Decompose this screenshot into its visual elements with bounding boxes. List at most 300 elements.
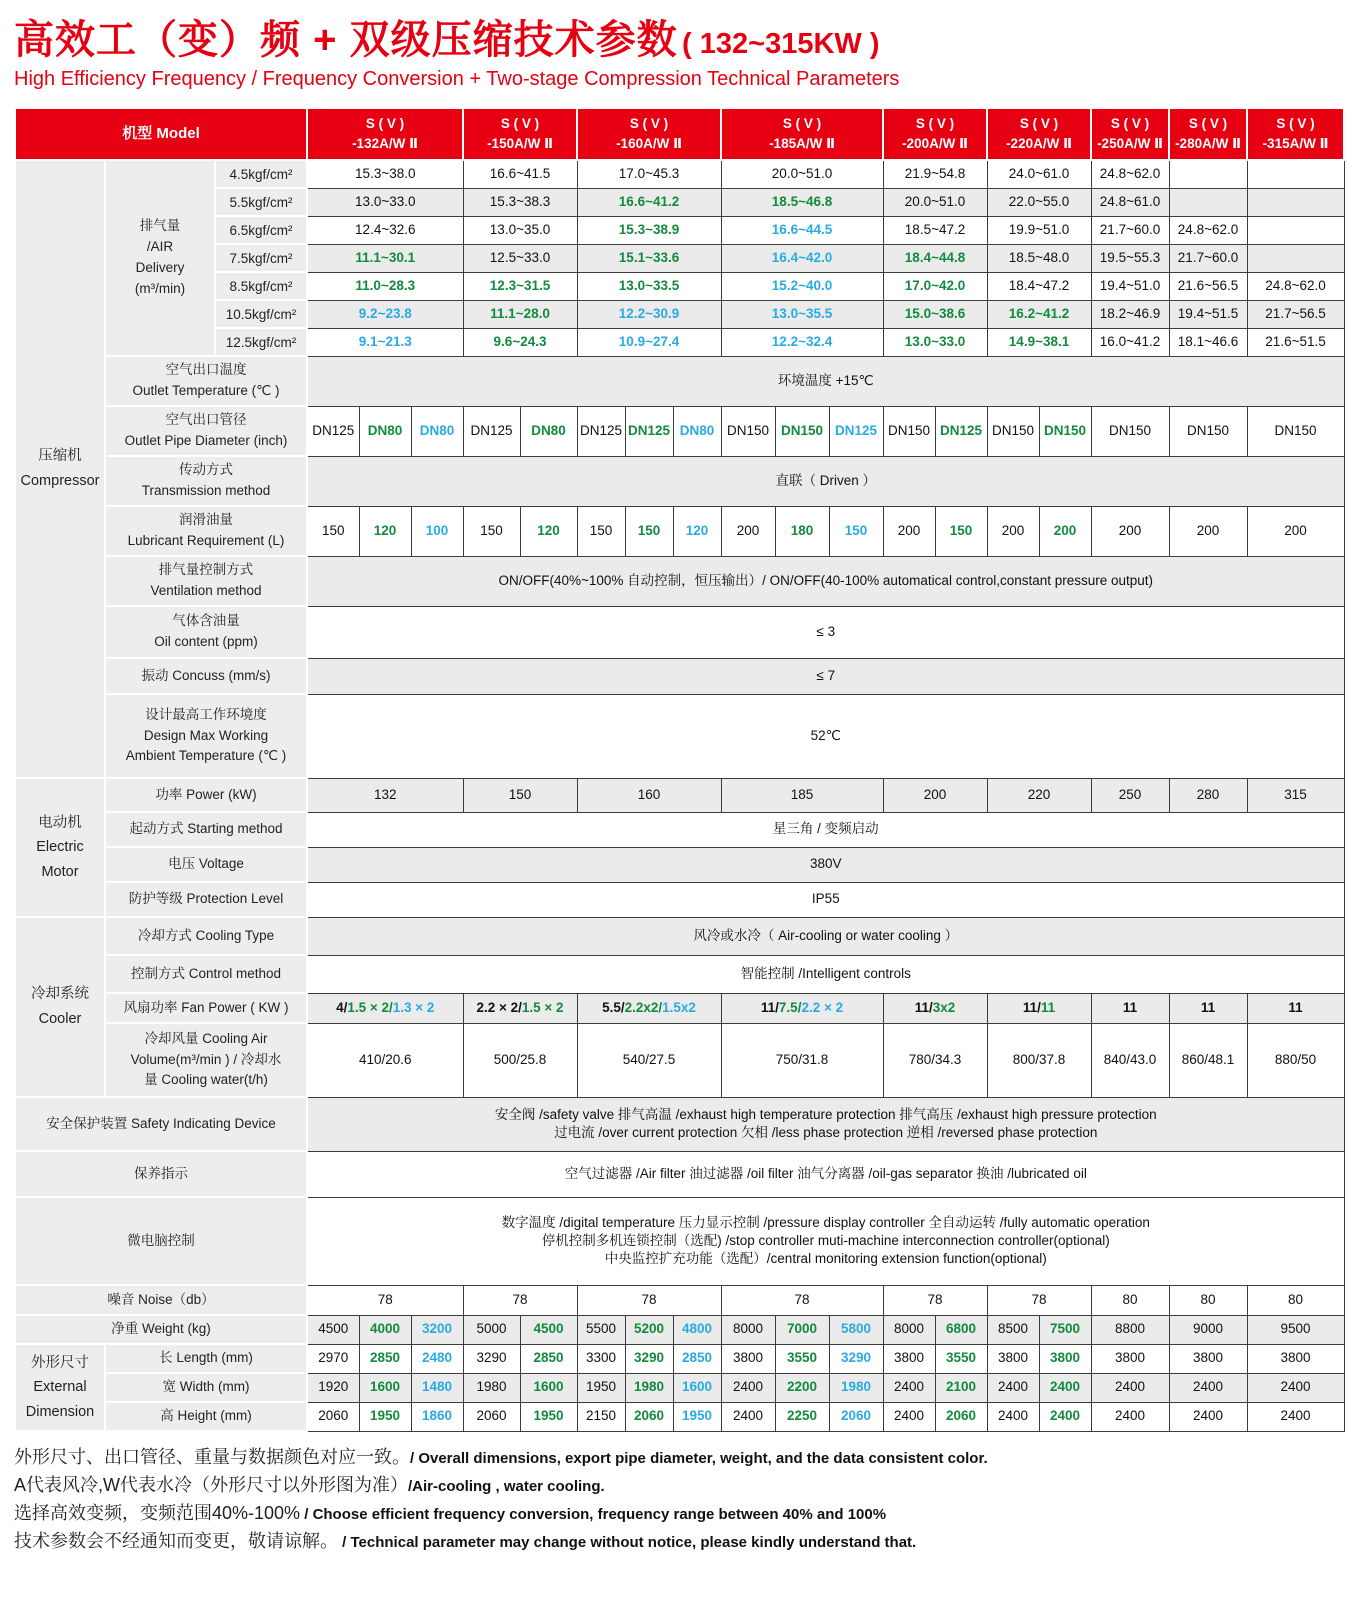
model-header-row [15, 108, 1344, 160]
value-cell: 安全阀 /safety valve 排气高温 /exhaust high temperature protection 排气高压 /exhaust high pressure protection 过电流 /over current protection 欠相 /less phase protection 逆相 /reversed phase protection [307, 1097, 1344, 1151]
value-cell: 8500 [987, 1315, 1039, 1344]
value-cell: 风冷或水冷（ Air-cooling or water cooling ） [307, 917, 1344, 955]
value-cell: 1600 [673, 1373, 721, 1402]
row-label: 振动 Concuss (mm/s) [105, 658, 307, 694]
value-cell: 12.2~30.9 [577, 300, 721, 328]
row-label: 电压 Voltage [105, 847, 307, 882]
value-cell: 200 [1169, 506, 1247, 556]
value-cell: 12.2~32.4 [721, 328, 883, 356]
row-label: 空气出口管径 Outlet Pipe Diameter (inch) [105, 406, 307, 456]
value-cell: 3290 [625, 1344, 673, 1373]
pressure-label: 12.5kgf/cm² [215, 328, 307, 356]
value-cell: 80 [1091, 1285, 1169, 1315]
value-cell: 78 [577, 1285, 721, 1315]
value-cell: ≤ 3 [307, 606, 1344, 658]
value-cell: DN125 [829, 406, 883, 456]
row-label: 风扇功率 Fan Power ( KW ) [105, 993, 307, 1023]
value-cell: 20.0~51.0 [721, 160, 883, 188]
value-cell: 13.0~35.5 [721, 300, 883, 328]
model-header: S ( V ) -150A/W Ⅱ [463, 108, 577, 160]
value-cell: 120 [673, 506, 721, 556]
value-cell [1247, 188, 1344, 216]
value-cell: 星三角 / 变频启动 [307, 812, 1344, 847]
value-cell: ≤ 7 [307, 658, 1344, 694]
value-cell [1247, 216, 1344, 244]
row-label: 微电脑控制 [15, 1197, 307, 1285]
value-cell: 11 [1169, 993, 1247, 1023]
value-cell: 2200 [775, 1373, 829, 1402]
section-cooler: 冷却系统 Cooler [15, 917, 105, 1097]
value-cell: 24.8~62.0 [1169, 216, 1247, 244]
value-cell: 4500 [307, 1315, 359, 1344]
value-cell: 2060 [463, 1402, 520, 1431]
value-cell: 13.0~33.0 [883, 328, 987, 356]
section-external-dimension: 外形尺寸 External Dimension [15, 1344, 105, 1431]
value-cell: 200 [883, 506, 935, 556]
air-delivery-row [15, 244, 1344, 272]
lubricant-row [15, 506, 1344, 556]
row-label: 排气量控制方式 Ventilation method [105, 556, 307, 606]
value-cell: 80 [1169, 1285, 1247, 1315]
value-cell: 18.5~48.0 [987, 244, 1091, 272]
value-cell: 2400 [1247, 1373, 1344, 1402]
value-cell: 3200 [411, 1315, 463, 1344]
value-cell: 4/1.5 × 2/1.3 × 2 [307, 993, 463, 1023]
value-cell: ON/OFF(40%~100% 自动控制，恒压输出）/ ON/OFF(40-100% automatical control,constant pressure output) [307, 556, 1344, 606]
fan-power-row [15, 993, 1344, 1023]
technical-parameters-table [14, 107, 1345, 1432]
section-electric-motor: 电动机 Electric Motor [15, 778, 105, 917]
value-cell: 11/11 [987, 993, 1091, 1023]
value-cell: 1920 [307, 1373, 359, 1402]
value-cell: 4000 [359, 1315, 411, 1344]
value-cell: 150 [625, 506, 673, 556]
value-cell: 200 [1039, 506, 1091, 556]
value-cell: DN150 [775, 406, 829, 456]
value-cell [1247, 244, 1344, 272]
value-cell: 150 [577, 506, 625, 556]
value-cell: 2400 [1039, 1402, 1091, 1431]
value-cell: 1950 [673, 1402, 721, 1431]
value-cell: 18.5~47.2 [883, 216, 987, 244]
pressure-label: 7.5kgf/cm² [215, 244, 307, 272]
length-row [15, 1344, 1344, 1373]
row-label: 噪音 Noise（db） [15, 1285, 307, 1315]
row-label: 冷却方式 Cooling Type [105, 917, 307, 955]
value-cell: DN125 [625, 406, 673, 456]
value-cell: 1980 [625, 1373, 673, 1402]
value-cell: DN150 [883, 406, 935, 456]
value-cell: 1860 [411, 1402, 463, 1431]
value-cell: 21.9~54.8 [883, 160, 987, 188]
value-cell: 150 [307, 506, 359, 556]
value-cell [1247, 160, 1344, 188]
value-cell: 2060 [307, 1402, 359, 1431]
value-cell: 2400 [883, 1373, 935, 1402]
value-cell: 11/7.5/2.2 × 2 [721, 993, 883, 1023]
design-max-temp-row [15, 694, 1344, 778]
value-cell: 150 [463, 778, 577, 812]
value-cell: DN150 [987, 406, 1039, 456]
row-label: 传动方式 Transmission method [105, 456, 307, 506]
air-delivery-label: 排气量 /AIR Delivery (m³/min) [105, 160, 215, 356]
value-cell: 6800 [935, 1315, 987, 1344]
value-cell: 24.8~62.0 [1091, 160, 1169, 188]
row-label: 宽 Width (mm) [105, 1373, 307, 1402]
value-cell: 3290 [829, 1344, 883, 1373]
value-cell: 2060 [829, 1402, 883, 1431]
value-cell: 78 [883, 1285, 987, 1315]
value-cell: 2400 [721, 1402, 775, 1431]
width-row [15, 1373, 1344, 1402]
row-label: 控制方式 Control method [105, 955, 307, 993]
value-cell: 160 [577, 778, 721, 812]
pressure-label: 10.5kgf/cm² [215, 300, 307, 328]
value-cell: 7000 [775, 1315, 829, 1344]
ventilation-row [15, 556, 1344, 606]
value-cell: 78 [987, 1285, 1091, 1315]
cooling-type-row [15, 917, 1344, 955]
title-kw-range: ( 132~315KW ) [682, 28, 880, 60]
value-cell: 840/43.0 [1091, 1023, 1169, 1097]
model-header: S ( V ) -132A/W Ⅱ [307, 108, 463, 160]
value-cell: 185 [721, 778, 883, 812]
value-cell: 220 [987, 778, 1091, 812]
value-cell: 16.6~41.5 [463, 160, 577, 188]
value-cell: DN150 [1247, 406, 1344, 456]
value-cell: 11/3x2 [883, 993, 987, 1023]
value-cell: 11 [1091, 993, 1169, 1023]
value-cell: 2400 [1091, 1402, 1169, 1431]
value-cell: 5800 [829, 1315, 883, 1344]
row-label: 起动方式 Starting method [105, 812, 307, 847]
value-cell: 78 [721, 1285, 883, 1315]
value-cell: 18.4~47.2 [987, 272, 1091, 300]
value-cell: 5500 [577, 1315, 625, 1344]
row-label: 气体含油量 Oil content (ppm) [105, 606, 307, 658]
value-cell: 2850 [359, 1344, 411, 1373]
value-cell [1169, 160, 1247, 188]
value-cell: DN125 [577, 406, 625, 456]
value-cell: 3550 [775, 1344, 829, 1373]
value-cell: 380V [307, 847, 1344, 882]
value-cell: 16.0~41.2 [1091, 328, 1169, 356]
value-cell: 8800 [1091, 1315, 1169, 1344]
value-cell: 540/27.5 [577, 1023, 721, 1097]
value-cell: 120 [520, 506, 577, 556]
value-cell: 2400 [1169, 1373, 1247, 1402]
value-cell: 2060 [625, 1402, 673, 1431]
value-cell [1169, 188, 1247, 216]
value-cell: 10.9~27.4 [577, 328, 721, 356]
value-cell: 2060 [935, 1402, 987, 1431]
value-cell: 21.7~60.0 [1169, 244, 1247, 272]
air-delivery-row [15, 160, 1344, 188]
value-cell: 200 [721, 506, 775, 556]
value-cell: DN80 [673, 406, 721, 456]
value-cell: 21.7~60.0 [1091, 216, 1169, 244]
row-label: 防护等级 Protection Level [105, 882, 307, 917]
value-cell: 15.3~38.3 [463, 188, 577, 216]
value-cell: 3300 [577, 1344, 625, 1373]
value-cell: 11.1~28.0 [463, 300, 577, 328]
model-header: S ( V ) -280A/W Ⅱ [1169, 108, 1247, 160]
value-cell: 3800 [1247, 1344, 1344, 1373]
value-cell: 4500 [520, 1315, 577, 1344]
value-cell: 15.1~33.6 [577, 244, 721, 272]
value-cell: 880/50 [1247, 1023, 1344, 1097]
value-cell: 2480 [411, 1344, 463, 1373]
value-cell: 2400 [1169, 1402, 1247, 1431]
value-cell: 16.4~42.0 [721, 244, 883, 272]
value-cell: DN150 [1039, 406, 1091, 456]
value-cell: 19.9~51.0 [987, 216, 1091, 244]
model-header-label: 机型 Model [15, 108, 307, 160]
value-cell: 24.0~61.0 [987, 160, 1091, 188]
value-cell: 150 [935, 506, 987, 556]
value-cell: 21.6~51.5 [1247, 328, 1344, 356]
row-label: 净重 Weight (kg) [15, 1315, 307, 1344]
protection-level-row [15, 882, 1344, 917]
value-cell: 8000 [721, 1315, 775, 1344]
value-cell: 5.5/2.2x2/1.5x2 [577, 993, 721, 1023]
model-header: S ( V ) -315A/W Ⅱ [1247, 108, 1344, 160]
value-cell: 132 [307, 778, 463, 812]
air-delivery-row [15, 216, 1344, 244]
value-cell: 1950 [577, 1373, 625, 1402]
model-header: S ( V ) -220A/W Ⅱ [987, 108, 1091, 160]
value-cell: 1980 [463, 1373, 520, 1402]
value-cell: 19.5~55.3 [1091, 244, 1169, 272]
value-cell: 280 [1169, 778, 1247, 812]
value-cell: 2970 [307, 1344, 359, 1373]
value-cell: 780/34.3 [883, 1023, 987, 1097]
footnote-line: 技术参数会不经通知而变更，敬请谅解。 / Technical parameter may change without notice, please kindly understand that. [14, 1530, 917, 1551]
cooling-air-volume-row [15, 1023, 1344, 1097]
value-cell: 1950 [359, 1402, 411, 1431]
value-cell: 1600 [520, 1373, 577, 1402]
value-cell: 3800 [721, 1344, 775, 1373]
value-cell: 3800 [1039, 1344, 1091, 1373]
value-cell: 22.0~55.0 [987, 188, 1091, 216]
outlet-pipe-diameter-row [15, 406, 1344, 456]
value-cell: 18.1~46.6 [1169, 328, 1247, 356]
value-cell: DN80 [411, 406, 463, 456]
row-label: 功率 Power (kW) [105, 778, 307, 812]
value-cell: 19.4~51.5 [1169, 300, 1247, 328]
page-subtitle: High Efficiency Frequency / Frequency Conversion + Two-stage Compression Technical Parameters [14, 68, 900, 90]
value-cell: 1980 [829, 1373, 883, 1402]
pressure-label: 5.5kgf/cm² [215, 188, 307, 216]
value-cell: 18.4~44.8 [883, 244, 987, 272]
footnote-line: 选择高效变频，变频范围40%-100% / Choose efficient frequency conversion, frequency range between 40% and 100% [14, 1502, 887, 1523]
value-cell: 1480 [411, 1373, 463, 1402]
value-cell: 9000 [1169, 1315, 1247, 1344]
value-cell: 150 [829, 506, 883, 556]
transmission-row [15, 456, 1344, 506]
value-cell: 21.6~56.5 [1169, 272, 1247, 300]
value-cell: 2100 [935, 1373, 987, 1402]
model-header: S ( V ) -160A/W Ⅱ [577, 108, 721, 160]
value-cell: 17.0~45.3 [577, 160, 721, 188]
value-cell: 200 [1091, 506, 1169, 556]
footnotes [14, 1444, 1345, 1556]
value-cell: 11 [1247, 993, 1344, 1023]
value-cell: 2400 [1039, 1373, 1091, 1402]
value-cell: 18.5~46.8 [721, 188, 883, 216]
value-cell: 3550 [935, 1344, 987, 1373]
power-row [15, 778, 1344, 812]
value-cell: 1950 [520, 1402, 577, 1431]
value-cell: 智能控制 /Intelligent controls [307, 955, 1344, 993]
value-cell: 2400 [721, 1373, 775, 1402]
value-cell: 750/31.8 [721, 1023, 883, 1097]
value-cell: 直联（ Driven ） [307, 456, 1344, 506]
value-cell: 20.0~51.0 [883, 188, 987, 216]
value-cell: 24.8~61.0 [1091, 188, 1169, 216]
row-label: 润滑油量 Lubricant Requirement (L) [105, 506, 307, 556]
weight-row [15, 1315, 1344, 1344]
value-cell: 800/37.8 [987, 1023, 1091, 1097]
value-cell: 9.6~24.3 [463, 328, 577, 356]
maintenance-row [15, 1151, 1344, 1197]
value-cell: 500/25.8 [463, 1023, 577, 1097]
section-compressor: 压缩机 Compressor [15, 160, 105, 778]
safety-device-row [15, 1097, 1344, 1151]
value-cell: 5200 [625, 1315, 673, 1344]
value-cell: 3800 [883, 1344, 935, 1373]
value-cell: 250 [1091, 778, 1169, 812]
value-cell: DN125 [463, 406, 520, 456]
row-label: 设计最高工作环境度 Design Max Working Ambient Temperature (℃ ) [105, 694, 307, 778]
value-cell: 15.3~38.9 [577, 216, 721, 244]
air-delivery-row [15, 188, 1344, 216]
value-cell: 15.0~38.6 [883, 300, 987, 328]
outlet-temperature-row [15, 356, 1344, 406]
air-delivery-row [15, 328, 1344, 356]
value-cell: 315 [1247, 778, 1344, 812]
height-row [15, 1402, 1344, 1431]
value-cell: 12.3~31.5 [463, 272, 577, 300]
noise-row [15, 1285, 1344, 1315]
page-title [14, 8, 1345, 65]
value-cell: 2150 [577, 1402, 625, 1431]
value-cell: 17.0~42.0 [883, 272, 987, 300]
value-cell: 7500 [1039, 1315, 1091, 1344]
oil-content-row [15, 606, 1344, 658]
microcomputer-control-row [15, 1197, 1344, 1285]
value-cell: 2.2 × 2/1.5 × 2 [463, 993, 577, 1023]
value-cell: 2400 [883, 1402, 935, 1431]
value-cell: 200 [987, 506, 1039, 556]
value-cell: 2850 [520, 1344, 577, 1373]
value-cell: 24.8~62.0 [1247, 272, 1344, 300]
value-cell: 16.6~41.2 [577, 188, 721, 216]
voltage-row [15, 847, 1344, 882]
value-cell: 13.0~33.5 [577, 272, 721, 300]
value-cell: 空气过滤器 /Air filter 油过滤器 /oil filter 油气分离器 /oil-gas separator 换油 /lubricated oil [307, 1151, 1344, 1197]
value-cell: 18.2~46.9 [1091, 300, 1169, 328]
row-label: 保养指示 [15, 1151, 307, 1197]
value-cell: DN150 [1091, 406, 1169, 456]
row-label: 高 Height (mm) [105, 1402, 307, 1431]
value-cell: 12.4~32.6 [307, 216, 463, 244]
value-cell: 80 [1247, 1285, 1344, 1315]
starting-method-row [15, 812, 1344, 847]
value-cell: 8000 [883, 1315, 935, 1344]
air-delivery-row [15, 272, 1344, 300]
pressure-label: 8.5kgf/cm² [215, 272, 307, 300]
value-cell: 2250 [775, 1402, 829, 1431]
value-cell: 11.1~30.1 [307, 244, 463, 272]
value-cell: 13.0~35.0 [463, 216, 577, 244]
value-cell: DN150 [721, 406, 775, 456]
row-label: 长 Length (mm) [105, 1344, 307, 1373]
value-cell: 9.2~23.8 [307, 300, 463, 328]
value-cell: 环境温度 +15℃ [307, 356, 1344, 406]
control-method-row [15, 955, 1344, 993]
value-cell: 13.0~33.0 [307, 188, 463, 216]
value-cell: 5000 [463, 1315, 520, 1344]
value-cell: 78 [463, 1285, 577, 1315]
row-label: 冷却风量 Cooling Air Volume(m³/min ) / 冷却水 量 Cooling water(t/h) [105, 1023, 307, 1097]
pressure-label: 6.5kgf/cm² [215, 216, 307, 244]
value-cell: DN150 [1169, 406, 1247, 456]
value-cell: 3800 [1091, 1344, 1169, 1373]
value-cell: 150 [463, 506, 520, 556]
value-cell: 200 [1247, 506, 1344, 556]
footnote-line: A代表风冷,W代表水冷（外形尺寸以外形图为准）/Air-cooling , water cooling. [14, 1474, 605, 1495]
model-header: S ( V ) -200A/W Ⅱ [883, 108, 987, 160]
value-cell: 180 [775, 506, 829, 556]
value-cell: 15.3~38.0 [307, 160, 463, 188]
value-cell: 2400 [987, 1402, 1039, 1431]
model-header: S ( V ) -250A/W Ⅱ [1091, 108, 1169, 160]
value-cell: 100 [411, 506, 463, 556]
row-label: 安全保护装置 Safety Indicating Device [15, 1097, 307, 1151]
value-cell: DN125 [307, 406, 359, 456]
value-cell: 2400 [1091, 1373, 1169, 1402]
value-cell: 2400 [1247, 1402, 1344, 1431]
air-delivery-row [15, 300, 1344, 328]
value-cell: 11.0~28.3 [307, 272, 463, 300]
value-cell: 21.7~56.5 [1247, 300, 1344, 328]
value-cell: 2400 [987, 1373, 1039, 1402]
value-cell: 数字温度 /digital temperature 压力显示控制 /pressure display controller 全自动运转 /fully automatic operation 停机控制多机连锁控制（选配) /stop controller muti-machine interconnection controller(optional) 中央监控扩充功能（选配）/central monitoring extension function(optional) [307, 1197, 1344, 1285]
value-cell: 14.9~38.1 [987, 328, 1091, 356]
title-cn: 高效工（变）频 + 双级压缩技术参数 [14, 18, 678, 62]
value-cell: DN80 [520, 406, 577, 456]
value-cell: 9500 [1247, 1315, 1344, 1344]
value-cell: DN125 [935, 406, 987, 456]
value-cell: 860/48.1 [1169, 1023, 1247, 1097]
footnote-line: 外形尺寸、出口管径、重量与数据颜色对应一致。/ Overall dimensions, export pipe diameter, weight, and the data consistent color. [14, 1447, 988, 1467]
value-cell: 12.5~33.0 [463, 244, 577, 272]
row-label: 空气出口温度 Outlet Temperature (℃ ) [105, 356, 307, 406]
value-cell: 9.1~21.3 [307, 328, 463, 356]
vibration-row [15, 658, 1344, 694]
value-cell: 78 [307, 1285, 463, 1315]
value-cell: IP55 [307, 882, 1344, 917]
value-cell: 3290 [463, 1344, 520, 1373]
value-cell: 2850 [673, 1344, 721, 1373]
value-cell: 19.4~51.0 [1091, 272, 1169, 300]
value-cell: 52℃ [307, 694, 1344, 778]
value-cell: DN80 [359, 406, 411, 456]
value-cell: 4800 [673, 1315, 721, 1344]
value-cell: 410/20.6 [307, 1023, 463, 1097]
value-cell: 15.2~40.0 [721, 272, 883, 300]
